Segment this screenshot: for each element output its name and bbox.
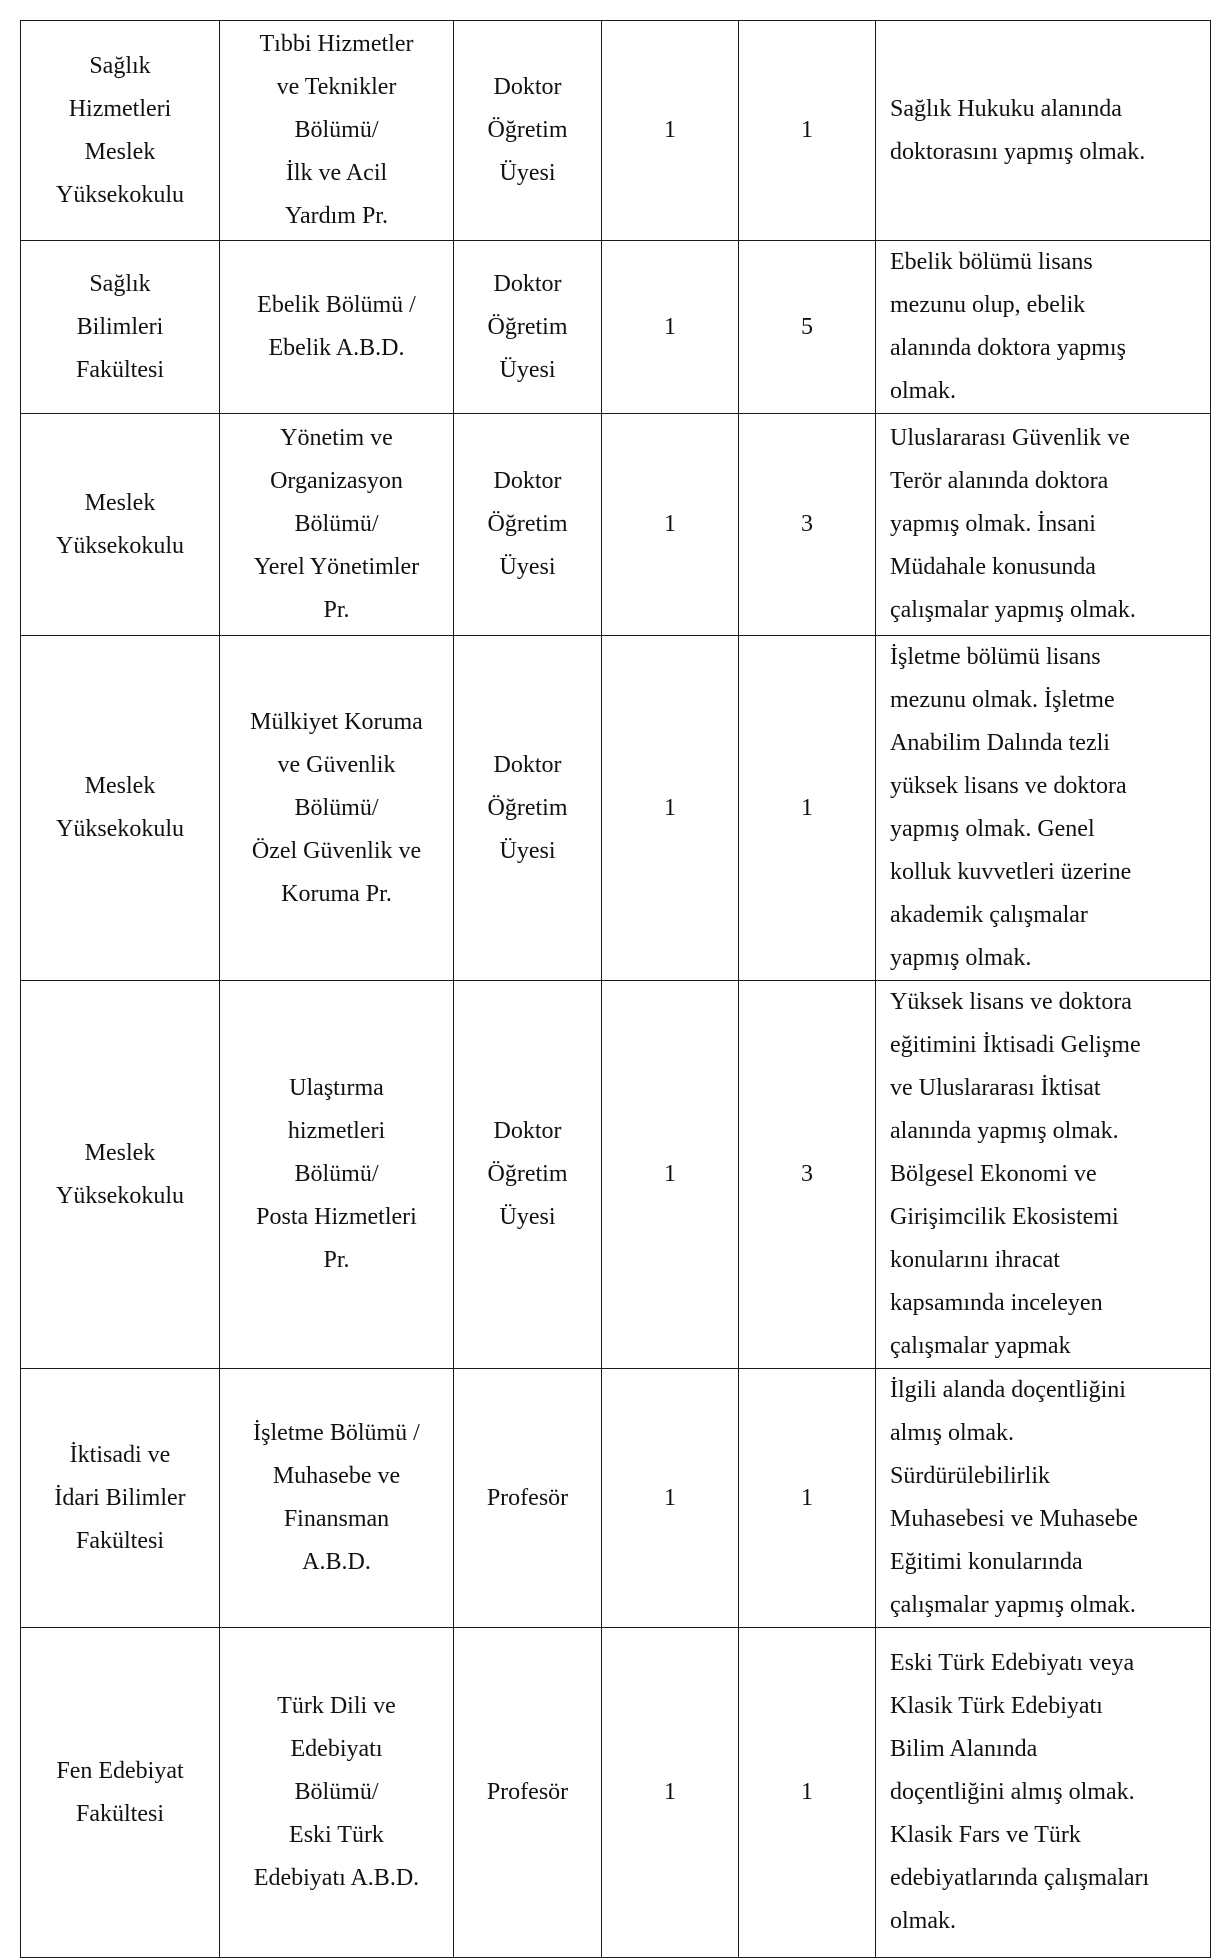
- department-cell-line: Ebelik A.B.D.: [268, 335, 405, 361]
- department-cell-line: Yönetim ve: [280, 425, 393, 451]
- requirement-cell-line: doktorasını yapmış olmak.: [890, 138, 1146, 165]
- department-cell-line: İlk ve Acil: [285, 160, 388, 186]
- department-cell-line: Ulaştırma: [289, 1075, 384, 1101]
- department-cell: [220, 981, 454, 1369]
- positions-table: [20, 20, 1211, 1958]
- title-cell-line: Öğretim: [487, 313, 568, 340]
- unit-cell: [21, 414, 220, 636]
- unit-cell-line: Yüksekokulu: [56, 1182, 184, 1209]
- requirement-cell: [876, 1628, 1211, 1958]
- requirement-cell-line: çalışmalar yapmak: [890, 1333, 1071, 1359]
- count-cell: 1: [602, 1628, 739, 1958]
- count-cell: 1: [602, 1369, 739, 1628]
- department-cell: [220, 1628, 454, 1958]
- requirement-cell-line: olmak.: [890, 378, 956, 404]
- title-cell: [454, 241, 602, 414]
- requirement-cell: [876, 21, 1211, 241]
- unit-cell-line: Meslek: [84, 1139, 156, 1166]
- requirement-cell-line: yapmış olmak. İnsani: [890, 511, 1096, 537]
- requirement-cell: [876, 981, 1211, 1369]
- requirement-cell-line: konularını ihracat: [890, 1247, 1060, 1273]
- requirement-cell-line: Girişimcilik Ekosistemi: [890, 1204, 1119, 1230]
- title-cell-line: Doktor: [493, 468, 562, 494]
- department-cell: [220, 1369, 454, 1628]
- title-cell-line: Üyesi: [499, 1204, 556, 1230]
- requirement-cell-line: İlgili alanda doçentliğini: [890, 1377, 1126, 1403]
- unit-cell: [21, 1369, 220, 1628]
- count-cell: 1: [602, 636, 739, 981]
- department-cell-line: Pr.: [323, 1247, 350, 1273]
- department-cell-line: Bölümü/: [294, 1161, 379, 1187]
- unit-cell-line: Sağlık: [89, 270, 151, 297]
- requirement-cell-line: mezunu olmak. İşletme: [890, 687, 1115, 713]
- requirement-cell-line: Yüksek lisans ve doktora: [890, 989, 1132, 1015]
- requirement-cell-line: Müdahale konusunda: [890, 554, 1096, 580]
- requirement-cell-line: kapsamında inceleyen: [890, 1290, 1103, 1316]
- unit-cell: [21, 21, 220, 241]
- department-cell-line: Tıbbi Hizmetler: [259, 31, 414, 57]
- requirement-cell-line: Ebelik bölümü lisans: [890, 249, 1093, 275]
- department-cell-line: Edebiyatı A.B.D.: [253, 1865, 420, 1891]
- requirement-cell-line: Eğitimi konularında: [890, 1549, 1083, 1575]
- unit-cell-line: Fen Edebiyat: [56, 1757, 184, 1784]
- department-cell-line: Ebelik Bölümü /: [257, 292, 416, 318]
- table-row: [21, 414, 1211, 636]
- requirement-cell-line: eğitimini İktisadi Gelişme: [890, 1032, 1141, 1058]
- department-cell-line: Bölümü/: [294, 1779, 379, 1805]
- requirement-cell-line: mezunu olup, ebelik: [890, 292, 1086, 318]
- requirement-cell-line: Klasik Fars ve Türk: [890, 1822, 1081, 1848]
- requirement-cell-line: yapmış olmak.: [890, 945, 1032, 971]
- department-cell-line: Türk Dili ve: [277, 1693, 396, 1719]
- department-cell-line: hizmetleri: [287, 1118, 386, 1144]
- requirement-cell-line: doçentliğini almış olmak.: [890, 1779, 1135, 1805]
- unit-cell: [21, 241, 220, 414]
- unit-cell-line: İktisadi ve: [69, 1441, 171, 1468]
- title-cell-line: Doktor: [493, 74, 562, 100]
- department-cell-line: Pr.: [323, 597, 350, 623]
- table-row: [21, 241, 1211, 414]
- requirement-cell-line: ve Uluslararası İktisat: [890, 1075, 1101, 1101]
- department-cell: [220, 241, 454, 414]
- requirement-cell-line: alanında yapmış olmak.: [890, 1118, 1119, 1144]
- department-cell-line: Edebiyatı: [290, 1736, 383, 1762]
- department-cell-line: Eski Türk: [289, 1822, 384, 1848]
- title-cell-line: Öğretim: [487, 794, 568, 821]
- unit-cell-line: Meslek: [84, 489, 156, 516]
- department-cell-line: Finansman: [283, 1506, 390, 1532]
- requirement-cell: [876, 241, 1211, 414]
- table-row: [21, 636, 1211, 981]
- count-cell: 1: [602, 21, 739, 241]
- degree-cell: 1: [739, 1628, 876, 1958]
- requirement-cell-line: çalışmalar yapmış olmak.: [890, 1592, 1136, 1618]
- degree-cell: 1: [739, 1369, 876, 1628]
- title-cell-line: Üyesi: [499, 356, 556, 383]
- requirement-cell-line: Bölgesel Ekonomi ve: [890, 1161, 1097, 1187]
- requirement-cell-line: Uluslararası Güvenlik ve: [890, 425, 1130, 451]
- requirement-cell-line: İşletme bölümü lisans: [890, 644, 1101, 670]
- requirement-cell-line: Sağlık Hukuku alanında: [890, 95, 1122, 122]
- table-body: [21, 21, 1211, 1958]
- title-cell-line: Üyesi: [499, 837, 556, 864]
- unit-cell-line: Meslek: [84, 773, 156, 799]
- degree-cell: 5: [739, 241, 876, 414]
- department-cell-line: Bölümü/: [294, 117, 379, 143]
- title-cell-line: Doktor: [493, 270, 562, 297]
- title-cell: [454, 21, 602, 241]
- department-cell-line: ve Teknikler: [276, 74, 397, 100]
- department-cell: [220, 414, 454, 636]
- requirement-cell-line: yüksek lisans ve doktora: [890, 773, 1127, 799]
- title-cell-line: Doktor: [493, 751, 562, 778]
- department-cell-line: Yardım Pr.: [285, 203, 388, 229]
- requirement-cell-line: alanında doktora yapmış: [890, 335, 1126, 361]
- requirement-cell-line: kolluk kuvvetleri üzerine: [890, 859, 1132, 885]
- requirement-cell-line: olmak.: [890, 1908, 956, 1934]
- unit-cell-line: Sağlık: [89, 52, 151, 79]
- unit-cell-line: Fakültesi: [76, 1527, 164, 1554]
- title-cell-line: Profesör: [486, 1484, 569, 1511]
- department-cell-line: Bölümü/: [294, 511, 379, 537]
- requirement-cell-line: Klasik Türk Edebiyatı: [890, 1693, 1103, 1719]
- table-row: [21, 1369, 1211, 1628]
- department-cell-line: A.B.D.: [302, 1549, 371, 1575]
- count-cell: 1: [602, 241, 739, 414]
- department-cell-line: Mülkiyet Koruma: [250, 708, 423, 735]
- title-cell: [454, 1628, 602, 1958]
- table-row: [21, 1628, 1211, 1958]
- title-cell-line: Profesör: [486, 1779, 569, 1805]
- requirement-cell-line: Muhasebesi ve Muhasebe: [890, 1506, 1138, 1532]
- department-cell-line: Organizasyon: [270, 468, 403, 494]
- requirement-cell-line: almış olmak.: [890, 1420, 1014, 1446]
- requirement-cell-line: edebiyatlarında çalışmaları: [890, 1865, 1150, 1891]
- unit-cell-line: Yüksekokulu: [56, 532, 184, 559]
- unit-cell: [21, 981, 220, 1369]
- department-cell-line: Özel Güvenlik ve: [251, 837, 422, 864]
- title-cell: [454, 636, 602, 981]
- unit-cell-line: Yüksekokulu: [56, 816, 184, 842]
- requirement-cell-line: yapmış olmak. Genel: [890, 816, 1095, 842]
- unit-cell: [21, 1628, 220, 1958]
- title-cell-line: Doktor: [493, 1118, 562, 1144]
- requirement-cell-line: çalışmalar yapmış olmak.: [890, 597, 1136, 623]
- requirement-cell: [876, 636, 1211, 981]
- unit-cell-line: Fakültesi: [76, 1800, 164, 1827]
- degree-cell: 1: [739, 636, 876, 981]
- unit-cell-line: İdari Bilimler: [54, 1484, 186, 1511]
- title-cell-line: Üyesi: [499, 554, 556, 580]
- department-cell-line: Bölümü/: [294, 794, 379, 821]
- department-cell-line: Posta Hizmetleri: [256, 1204, 417, 1230]
- table-row: [21, 21, 1211, 241]
- degree-cell: 3: [739, 414, 876, 636]
- title-cell-line: Üyesi: [499, 160, 556, 186]
- requirement-cell-line: Eski Türk Edebiyatı veya: [890, 1650, 1135, 1676]
- unit-cell-line: Fakültesi: [76, 356, 164, 383]
- requirement-cell: [876, 1369, 1211, 1628]
- department-cell-line: Yerel Yönetimler: [253, 554, 420, 580]
- unit-cell-line: Hizmetleri: [68, 95, 172, 122]
- title-cell: [454, 981, 602, 1369]
- requirement-cell-line: Anabilim Dalında tezli: [890, 730, 1110, 756]
- requirement-cell: [876, 414, 1211, 636]
- requirement-cell-line: akademik çalışmalar: [890, 902, 1088, 928]
- degree-cell: 3: [739, 981, 876, 1369]
- requirement-cell-line: Bilim Alanında: [890, 1736, 1038, 1762]
- unit-cell-line: Yüksekokulu: [56, 181, 184, 208]
- title-cell: [454, 414, 602, 636]
- department-cell-line: Koruma Pr.: [281, 880, 392, 907]
- title-cell: [454, 1369, 602, 1628]
- title-cell-line: Öğretim: [487, 1161, 568, 1187]
- department-cell: [220, 636, 454, 981]
- department-cell: [220, 21, 454, 241]
- requirement-cell-line: Terör alanında doktora: [890, 468, 1109, 494]
- title-cell-line: Öğretim: [487, 511, 568, 537]
- count-cell: 1: [602, 981, 739, 1369]
- unit-cell-line: Bilimleri: [76, 313, 164, 340]
- count-cell: 1: [602, 414, 739, 636]
- department-cell-line: ve Güvenlik: [277, 751, 396, 778]
- department-cell-line: Muhasebe ve: [272, 1463, 401, 1489]
- department-cell-line: İşletme Bölümü /: [253, 1420, 420, 1446]
- requirement-cell-line: Sürdürülebilirlik: [890, 1463, 1050, 1489]
- title-cell-line: Öğretim: [487, 117, 568, 143]
- table-row: [21, 981, 1211, 1369]
- unit-cell-line: Meslek: [84, 138, 156, 165]
- degree-cell: 1: [739, 21, 876, 241]
- unit-cell: [21, 636, 220, 981]
